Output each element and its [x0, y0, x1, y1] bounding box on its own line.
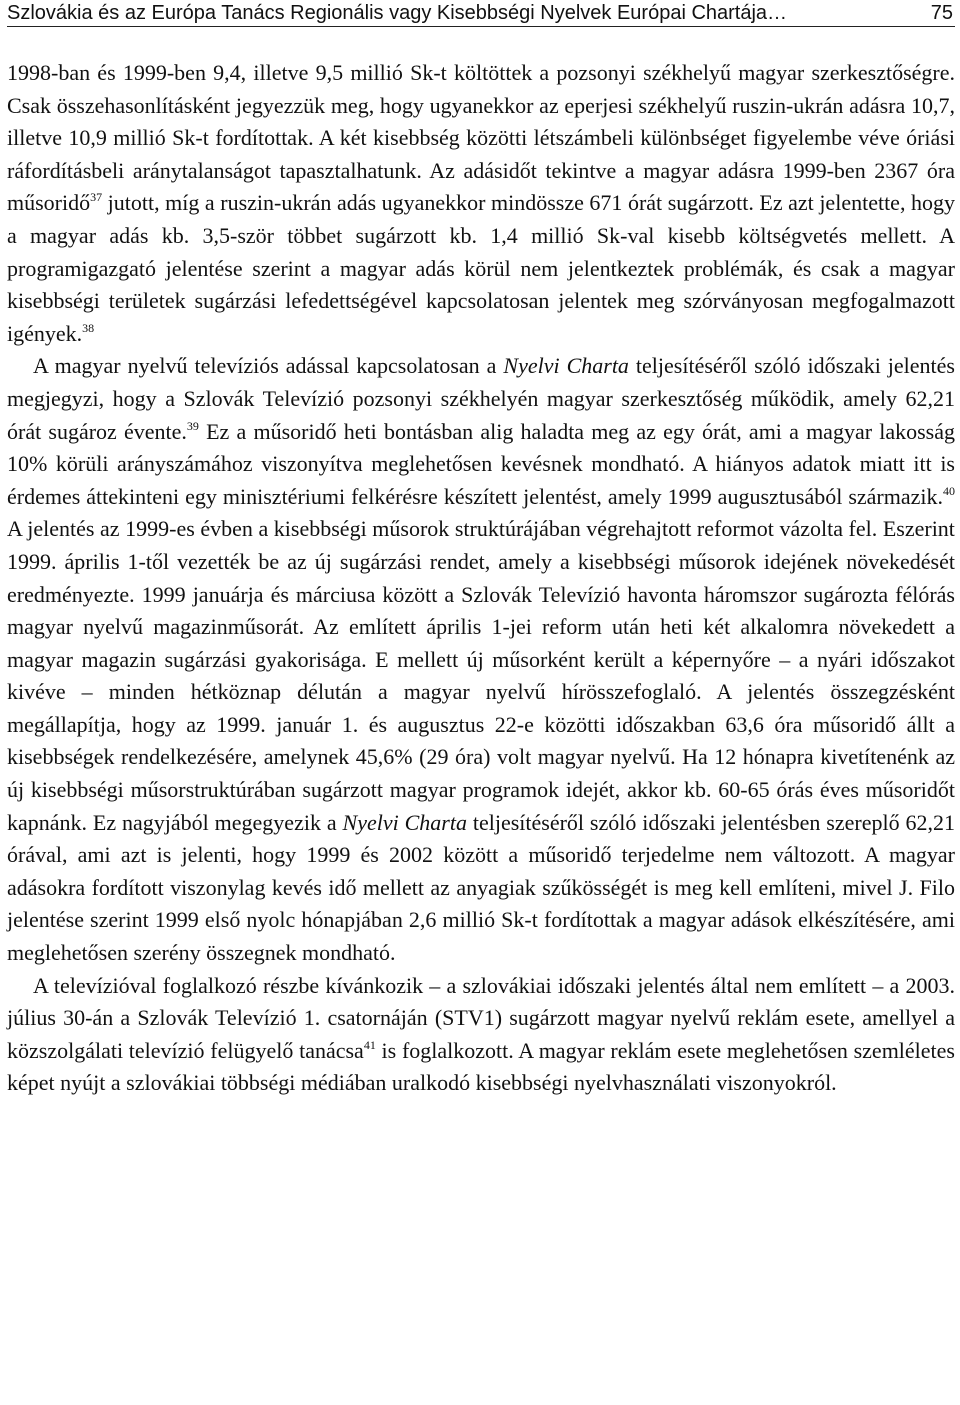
paragraph	[7, 350, 955, 969]
text-run: A magyar nyelvű televíziós adással kapcsolatosan a	[33, 353, 504, 379]
italic-term: Nyelvi Charta	[503, 353, 629, 379]
footnote-ref: 40	[943, 483, 955, 498]
italic-term: Nyelvi Charta	[342, 809, 467, 835]
text-run: is foglalkozott. A magyar reklám esete meglehetősen szemléletes képet nyújt a szlovákiai többségi médiában uralkodó kisebbségi nyelvhasználati viszonyokról.	[7, 1037, 955, 1096]
running-header	[7, 0, 955, 27]
text-run: A televízióval foglalkozó részbe kívánkozik – a szlovákiai időszaki jelentés által nem említett – a 2003. július 30-án a Szlovák Televízió 1. csatornáján (STV1) sugárzott magyar nyelvű reklám esete, amellyel a közszolgálati televízió felügyelő tanácsa	[7, 972, 955, 1063]
footnote-ref: 41	[363, 1037, 376, 1052]
text-run: Ez a műsoridő heti bontásban alig haladta meg az egy órát, ami a magyar lakosság 10% körüli arányszámához viszonyítva meglehetősen kevésnek mondható. A hiányos adatok miatt itt is érdemes áttekinteni egy minisztériumi felkérésre készített jelentést, amely 1999 augusztusából származik.	[7, 418, 955, 509]
paragraph	[7, 57, 955, 350]
text-run: teljesítéséről szóló időszaki jelentésben szereplő 62,21 órával, ami azt is jelenti, hogy 1999 és 2002 között a műsoridő terjedelme nem változott. A magyar adásokra fordított viszonylag kevés idő mellett az anyagiak szűkösségét is meg kell említeni, mivel J. Filo jelentése szerint 1999 első nyolc hónapjában 2,6 millió Sk-t fordítottak a magyar adások elkészítésére, ami meglehetősen szerény összegnek mondható.	[7, 809, 955, 966]
text-run: A jelentés az 1999-es évben a kisebbségi műsorok struktúrájában végrehajtott reformot vázolta fel. Eszerint 1999. április 1-től vezették be az új sugárzási rendet, amely a kisebbségi műsorok idejének növekedését eredményezte. 1999 januárja és márciusa között a Szlovák Televízió havonta háromszor sugározta félórás magyar nyelvű magazinműsorát. Az említett április 1-jei reform után heti két alkalomra növekedett a magyar magazin sugárzási gyakorisága. E mellett új műsorként került a képernyőre – a nyári időszakot kivéve – minden hétköznap délután a magyar nyelvű hírösszefoglaló. A jelentés összegzésként megállapítja, hogy az 1999. január 1. és augusztus 22-e közötti időszakban 63,6 óra műsoridő állt a kisebbségek rendelkezésére, amelynek 45,6% (29 óra) volt magyar nyelvű. Ha 12 hónapra kivetítenénk az új kisebbségi műsorstruktúrában sugárzott magyar programok idejét, akkor kb. 60-65 órás éves műsoridőt kapnánk. Ez nagyjából megegyezik a	[7, 516, 955, 835]
running-title: Szlovákia és az Európa Tanács Regionális vagy Kisebbségi Nyelvek Európai Chartája…	[7, 2, 788, 24]
text-run: 1998-ban és 1999-ben 9,4, illetve 9,5 millió Sk-t költöttek a pozsonyi székhelyű magyar szerkesztőségre. Csak összehasonlításként jegyezzük meg, hogy ugyanekkor az eperjesi székhelyű ruszin-ukrán adásra 10,7, illetve 10,9 millió Sk-t fordítottak. A két kisebbség közötti létszámbeli különbséget figyelembe véve óriási ráfordításbeli aránytalanságot tapasztalhatunk. Az adásidőt tekintve a magyar adásra 1999-ben 2367 óra műsoridő	[7, 60, 955, 216]
body-text	[7, 57, 955, 1100]
text-run: teljesítéséről szóló időszaki jelentés megjegyzi, hogy a Szlovák Televízió pozsonyi székhelyén magyar szerkesztőség működik, amely 62,21 órát sugároz évente.	[7, 353, 955, 444]
text-run: jutott, míg a ruszin-ukrán adás ugyanekkor mindössze 671 órát sugárzott. Ez azt jelentette, hogy a magyar adás kb. 3,5-ször többet sugárzott kb. 1,4 millió Sk-val kisebb költségvetés mellett. A programigazgató jelentése szerint a magyar adás körül nem jelentkeztek problémák, és csak a magyar kisebbségi területek sugárzási lefedettségével kapcsolatosan jelentek meg szórványosan megfogalmazott igények.	[7, 190, 955, 346]
footnote-ref: 38	[82, 320, 95, 335]
paragraph	[7, 970, 955, 1100]
footnote-ref: 39	[186, 418, 199, 433]
footnote-ref: 37	[90, 190, 103, 205]
page-number: 75	[930, 2, 953, 24]
